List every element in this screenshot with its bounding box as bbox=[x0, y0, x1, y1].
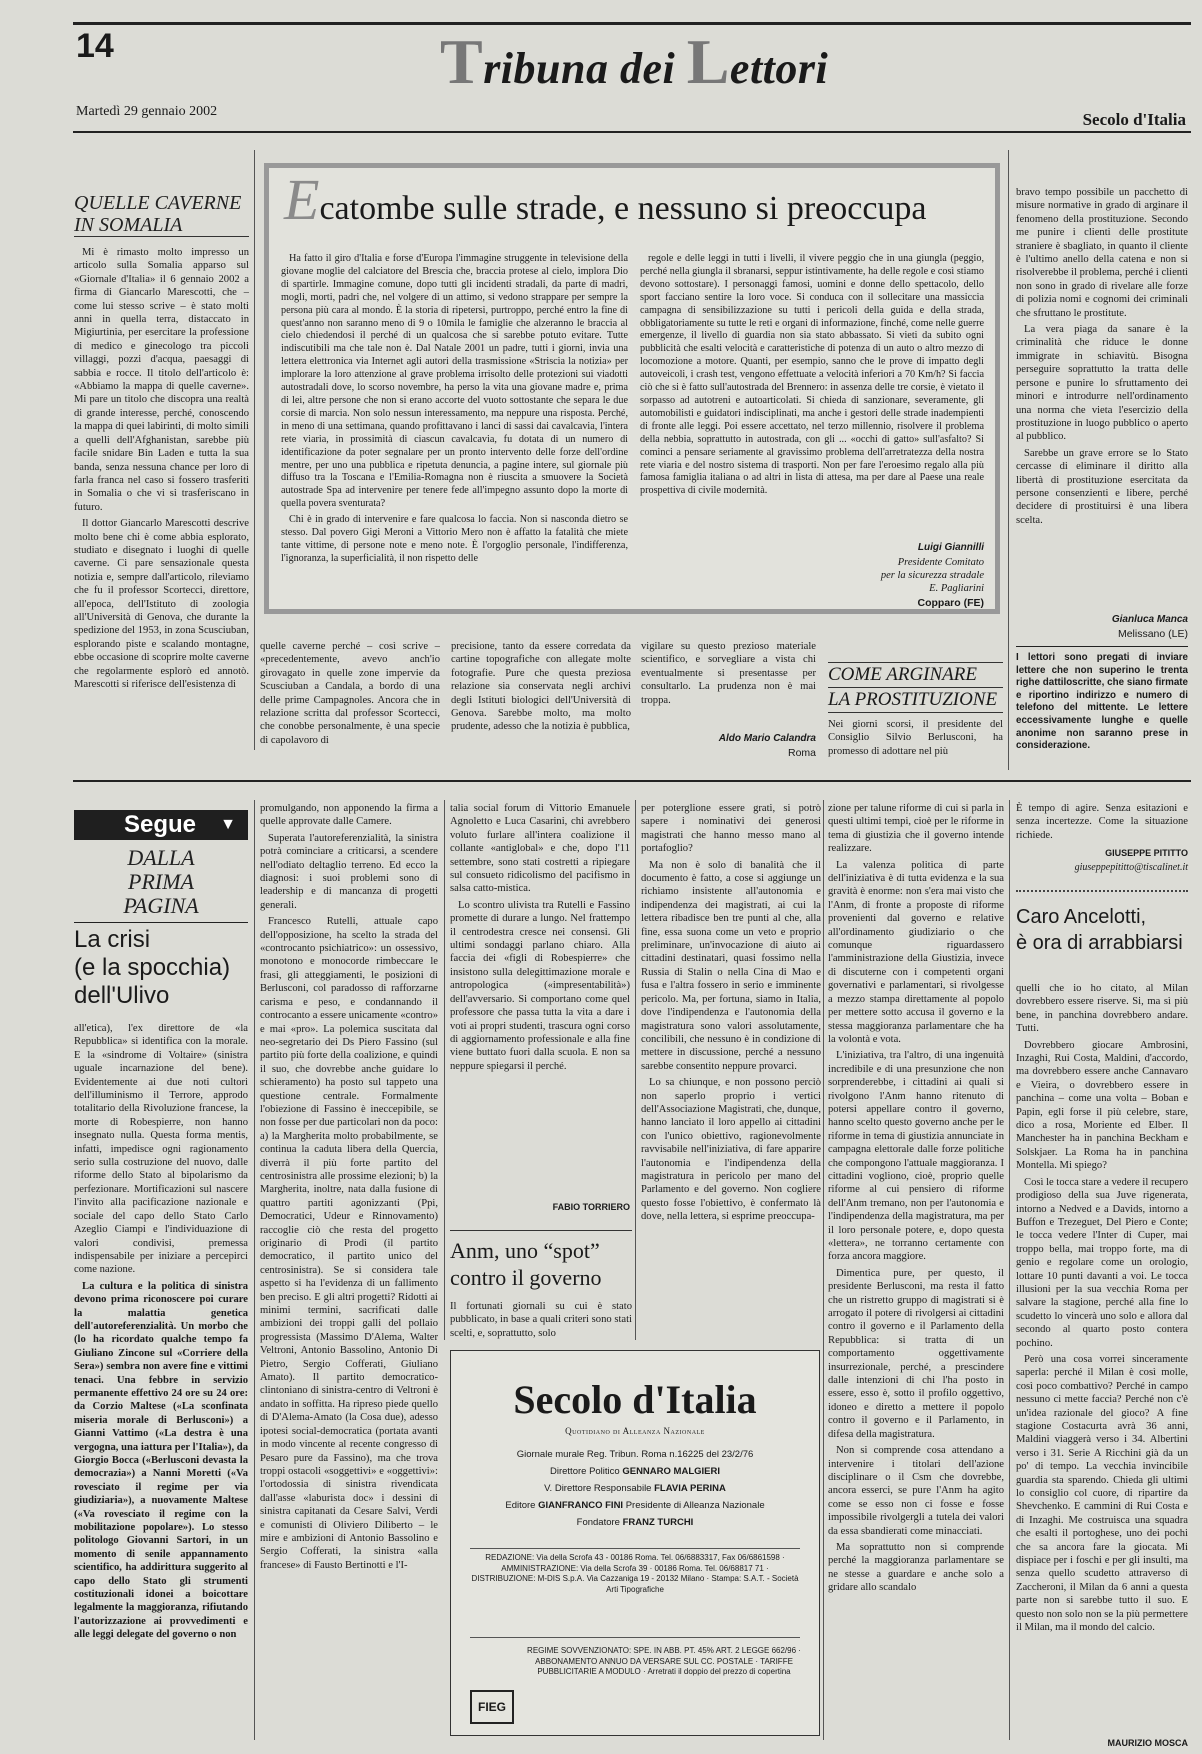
col-rule-3 bbox=[254, 800, 255, 1740]
segue-para-6: talia social forum di Vittorio Emanuele Agnoletto e Luca Casarini, chi avrebbero voluto furlare all'intera coalizione il collante «antiglobal» e che, dopo l'11 settembre, sono stati costretti a ripiegare sul consueto ridicolismo del pacifismo in salsa catto-mistica. bbox=[450, 803, 630, 895]
anm-col3 bbox=[828, 802, 1004, 1738]
masthead-subscription-text: REGIME SOVVENZIONATO: SPE. IN ABB. PT. 45% ART. 2 LEGGE 662/96 · ABBONAMENTO ANNUO DA VERSARE SUL CC. POSTALE · TARIFFE PUBBLICITARIE A MODULO · Arretrati il doppio del prezzo di copertina bbox=[527, 1646, 801, 1676]
segue-subtitle-line1: DALLA bbox=[127, 845, 195, 870]
tempo-body bbox=[1016, 802, 1188, 844]
segue-rule bbox=[74, 922, 248, 923]
somalia-title bbox=[74, 192, 249, 237]
anm-para-6: L'iniziativa, tra l'altro, di una ingenuità incredibile e di una presunzione che non sorprenderebbe, i cittadini ai quali si rivolgono l'Anm hanno ritenuto di potersi appellare contro il governo, hanno scelto questo governo anche per le riforme in tema di giustizia annunciate in campagna elettorale dalle forze politiche che compongono l'attuale maggioranza. I cittadini vogliono, cioè, proprio quelle riforme al cui pensiero di riforme dell'Anm tremano, non per l'autonomia e l'indipendenza della magistratura, ma per il loro personale potere, e, dopo questa «lettera», ne torranno certamente con forza ancora maggiore. bbox=[828, 1050, 1004, 1263]
somalia-cont-a bbox=[260, 640, 440, 750]
ecatombe-para-2: Chi è in grado di intervenire e fare qualcosa lo faccia. Non si nasconda dietro se stesso. Dal povero Gigi Meroni a Vittorio Mero non è affatto la fatalità che miete tante vittime, di persone note e meno note. È l'orgoglio personale, l'indifferenza, l'ignoranza, la superficialità, il non rispetto delle bbox=[281, 514, 628, 564]
anm-para-2: Ma non è solo di banalità che il documento è fatto, a cose si aggiunge un richiamo insistente all'autonomia e indipendenza dei magistrati, ai cui la lettera ribadisce ben tre punti al che, alla fine, essa suona come un veto e proprio preliminare, un'invocazione di aiuto ai cittadini destinatari, quasi fossimo nella Russia di Stalin o nella Cina di Mao e fusa e l'altra fossero in serio e imminente pericolo. Ma, per fortuna, siamo in Italia, dove l'indipendenza e l'autonomia della magistratura sono valori assolutamente, concilibili, che nessuno è in condizione di mettere in discussione, perché a nessuno sarebbe consentito neppure provarci. bbox=[641, 859, 821, 1072]
anm-para-1: per poterglione essere grati, si potrò sapere i nominativi dei generosi magistrati che hanno messo mano al portafoglio? bbox=[641, 803, 821, 855]
ancelotti-para-2: Dovrebbero giocare Ambrosini, Inzaghi, Rui Costa, Maldini, d'accordo, ma dovrebbero essere anche Cannavaro e Vieira, o dovrebbero essere in panchina – come una volta – Boban e Papin, egli forse il più celebre, stare, dico a rosa, Moriente ed Elber. Il Manchester ha in panchina Beckham e Solskjaer. La Roma ha in panchina Montella. Mi spiego? bbox=[1016, 1039, 1188, 1172]
somalia-para-2: Il dottor Giancarlo Marescotti descrive molto bene chi è come abbia esplorato, studiato e disegnato i luoghi di quelle caverne. Ci pare sensazionale questa notizia e, sempre dall'articolo, rileviamo che fu il professor Scortecci, direttore, all'epoca, dell'Istituto di zoologia all'Università di Genova, che durante la spedizione del 1953, in zona Scusciuban, esplorando piste e scalando montagne, ebbe occasione di scoprire molte caverne che regolarmente esplorò ed annotò. Marescotti si riferisce dell'esistenza di bbox=[74, 518, 249, 690]
segue-para-7: Lo scontro ulivista tra Rutelli e Fassino promette di durare a lungo. Nel frattempo il centrodestra cresce nei consensi. Gli ultimi sondaggi parlano chiaro. Alla faccia dei «figli di Robespierre» che insistono sulla delegittimazione morale e antropologica («impresentabilità») dell'avversario. Si comportano come quel professore che passa tutta la vita a dare i voti ai propri studenti, trascura ogni corso di aggiornamento professionale e alla fine viene buttato fuori dalla scuola. E non sa neppure spiegarsi il perché. bbox=[450, 899, 630, 1072]
segue-badge-text: Segue bbox=[124, 811, 197, 838]
section-title-part1: ribuna dei bbox=[483, 44, 687, 93]
col-rule-2 bbox=[1008, 150, 1009, 770]
masthead-director: GENNARO MALGIERI bbox=[622, 1466, 720, 1477]
ancelotti-body bbox=[1016, 982, 1188, 1736]
anm-para-3: Lo sa chiunque, e non possono perciò non saperlo proprio i vertici dell'Associazione Magistrati, che, dunque, hanno lanciato il loro appello ai cittadini con l'unico obiettivo, ragionevolmente ravvisabile nell'iniziativa, di fare apparire l'autonomia e l'indipendenza della magistratura in pericolo per mano del Parlamento e del governo. Non cogliere questo fosse l'obiettivo, è confermato là dove, nella lettera, si esprime preoccupa- bbox=[641, 1077, 821, 1223]
ecatombe-para-3: regole e delle leggi in tutti i livelli, il vivere peggio che in una giungla (peggio, perché nella giungla il sbranarsi, seppur istintivamente, ha delle regole e così stiamo devono sottostare). I personaggi famosi, uomini e donne dello spettacolo, dello sport facciano sentire la loro voce. Si conduca con il sollecitare una massiccia campagna di sensibilizzazione su tutti i pericoli della guida e della strada, obbligatoriamente su tutte le reti e organi di informazione, finché, come nelle guerre emergenze, il livello di guardia non sia stato abbassato. Si vieti da subito ogni pubblicità che esalti velocità e caratteristiche di potenza di un auto o altro mezzo di locomozione a motore. Quanti, per esempio, sanno che le prove di impatto degli autoveicoli, i crash test, vengono effettuate a velocità inferiori a 70 Km/h? Si faccia ciò che si è fatto sull'autostrada del Brennero: in assenza delle tre corsie, è vietato il sorpasso ad autotreni e autoarticolati. Si chieda di sanzionare, severamente, gli automobilisti e guidatori indisciplinati, ma anche i gestori delle strade inadempienti di fronte alle leggi. Poi essere accettato, nel terzo millennio, risolvere il problema della nebbia, soprattutto in autostrada, con gli ... «occhi di gatto» sull'asfalto? Si cominci a pensare seriamente al gravissimo problema dell'arretratezza della nostra rete viaria e del nostro sistema di trasporti. Non per fare l'eroesimo regalo alla più famosa famiglia italiana o ad altri in lista di attesa, ma per dare al Paese una reale prospettiva di civile modernità. bbox=[640, 253, 984, 497]
section-title bbox=[440, 26, 829, 97]
segue-signature: FABIO TORRIERO bbox=[552, 1202, 630, 1212]
segue-para-2: La cultura e la politica di sinistra devono prima riconoscere poi curare la malattia genetica dell'autoreferenzialità. Un morbo che (lo ha ricordato qualche tempo fa Giuliano Zincone sul «Corriere della Sera») sembra non avere fine e vittimi tenaci. Una febbre in servizio permanente effettivo 24 ore su 24 ore: da Corzio Maltese («La sconfinata miseria morale di Berlusconi») a Gianni Vattimo («La destra è una vergogna, una iattura per l'Italia»), da Giorgio Bocca («Berlusconi devasta la democrazia») a Nanni Moretti («Va rovesciato il regime per via giudiziaria»), a nuovamente Maltese («Va rovesciato il regime con la mobilitazione popolare»). Lo stesso politologo Giovanni Sartori, in un momento di senile appannamento scientifico, ha addirittura suggerito al capo dello Stato gli strumenti costituzionali idonei a boicottare legalmente la maggioranza, rifiutando l'autorizzazione ai provvedimenti e alle leggi delegate del governo o non bbox=[74, 1280, 248, 1641]
somalia-signature: Aldo Mario Calandra bbox=[718, 733, 816, 744]
ecatombe-col1 bbox=[281, 253, 628, 601]
segue-badge bbox=[74, 810, 248, 840]
ecatombe-role-line3: E. Pagliarini bbox=[929, 583, 984, 594]
issue-date: Martedì 29 gennaio 2002 bbox=[76, 104, 218, 119]
anm-para-4: zione per talune riforme di cui si parla in questi ultimi tempi, cioè per le riforme in tema di giustizia che il governo intende realizzare. bbox=[828, 803, 1004, 855]
segue-subtitle-line2: PRIMA bbox=[128, 869, 194, 894]
ecatombe-title-cap: E bbox=[284, 167, 320, 232]
tempo-rule bbox=[1016, 890, 1188, 893]
masthead-editor-role: Presidente di Alleanza Nazionale bbox=[625, 1500, 765, 1511]
col-rule-1 bbox=[254, 150, 255, 750]
anm-para-7: Dimentica pure, per questo, il presidente Berlusconi, ma resta il fatto che un ristretto gruppo di magistrati si è arrogato il potere di rivolgersi ai cittadini contro il governo e il Parlamento della Repubblica: si tratta di un comportamento oggettivamente insurrezionale, perché, a prescindere dalle intenzioni di chi l'ha posto in essere, esso è, sotto il profilo oggettivo, idoneo e diretto a mettere il popolo contro il governo e il Parlamento, in difesa della magistratura. bbox=[828, 1267, 1004, 1440]
somalia-title-line1: QUELLE CAVERNE bbox=[74, 192, 242, 214]
notice-rule bbox=[1016, 646, 1188, 647]
somalia-title-line2: IN SOMALIA bbox=[74, 214, 183, 236]
segue-col2 bbox=[260, 802, 438, 1738]
masthead-subscription bbox=[518, 1646, 810, 1730]
anm-col1-text: Il fortunati giornali su cui è stato pubblicato, in base a quali criteri sono stati scelti, e, soprattutto, solo bbox=[450, 1301, 632, 1339]
segue-para-4: Superata l'autoreferenzialità, la sinistra potrà cominciare a criticarsi, a scendere nell'odiato deltaglio terreno. Ed ecco la diagnosi: i suoi problemi sono di leadership e di mancanza di progetti generali. bbox=[260, 832, 438, 911]
section-title-part2: ettori bbox=[729, 44, 829, 93]
ecatombe-title-text: catombe sulle strade, e nessuno si preoccupa bbox=[319, 190, 927, 227]
anm-para-5: La valenza politica di parte dell'iniziativa è di tutta evidenza e la sua gravità è enorme: non s'era mai visto che l'Anm, di fronte a proposte di riforme provenienti dal governo e relative all'ordinamento giudiziario o che comunque riguardassero l'amministrazione della Giustizia, invece di discuterne con i competenti organi governativi e parlamentari, si rivolgesse a mezzo stampa direttamente al popolo per mettere sotto accusa il governo e la stessa maggioranza parlamentare che ha la volontà e vota. bbox=[828, 859, 1004, 1045]
ancelotti-para-3: Così le tocca stare a vedere il recupero prodigioso della sua Juve rigenerata, intorno a Nedved e a Davids, intorno a Buffon e Trezeguet, Del Piero e Conte; le tocca vedere l'Inter di Cuper, mai troppo bella, mai troppo forte, ma di genio e regolare come un orologio, lottare 10 punti davanti a voi. Le tocca illusioni per la sua vecchia Roma per salvare la stagione, perché alla fine lo scudetto lo vincerà uno solo e allora dal secondo al quarto posto contera pochino. bbox=[1016, 1176, 1188, 1349]
prostituzione-para-1: bravo tempo possibile un pacchetto di misure normative in grado di arginare il fenomeno della prostituzione. Secondo me punire i clienti delle prostitute straniere è sbagliato, in quanto il cliente è l'ultimo anello della catena e non si risolverebbe il problema, perché i clienti non sono in grado di rivelare alle forze di polizia nomi e cognomi dei criminali che sfruttano le prostitute. bbox=[1016, 187, 1188, 319]
ecatombe-para-1: Ha fatto il giro d'Italia e forse d'Europa l'immagine struggente in televisione della giovane moglie del calciatore del Brescia che, braccia protese al cielo, implora Dio di spartirle. Immagine comune, dopo tutti gli incidenti stradali, da parte di madri, mogli, morti, padri che, nel volgere di un attimo, si vedono strappare per sempre la persona più cara al mondo. È la storia di ripetersi, purtroppo, perché entro la fine di quest'anno non saranno meno di 9 o 10mila le famiglie che alzeranno le braccia al cielo chiedendosi il perché di un qualcosa che si sarebbe potuto evitare. Tutte indiscutibili ma che tale non è. Dal Natale 2001 un padre, tutti i giorni, invia una lettera elettronica via Internet agli autori della trasmissione «Striscia la notizia» per implorare la loro attenzione al grave problema irrisolto delle protezioni sui viadotti autostradali dove, lo scorso novembre, ha perso la vita una giovane madre e, prima di lei, altre persone che non si erano accorte del vuoto sottostante che separa le due corsie di marcia. Non solo nessun interessamento, ma neppure una risposta. Perché, in meno di una settimana, quando profittavano i lanci di sassi dai cavalcavia, l'intera rete viaria, in prossimità di ciascun cavalcavia, fu dotata di un numero di identificazione da poter segnalare per un pronto intervento delle forze dell'ordine mentre, per uno una pubblica e ripetuta denuncia, a pagine intere, sul giornale più diffuso tra la Toscana e l'Emilia-Romagna non è riuscita a smuovere la Società autostrade Spa ad intervenire per tenere fede all'impegno assunto dopo la morte di quella povera sventurata? bbox=[281, 253, 628, 510]
masthead-name: Secolo d'Italia bbox=[513, 1377, 757, 1422]
col-rule-7 bbox=[1009, 800, 1010, 1740]
segue-para-5: Francesco Rutelli, attuale capo dell'opposizione, ha scelto la strada del «controcanto psichiatrico»: un ossessivo, monotono e monocorde rimbeccare le frasi, gli atteggiamenti, le posizioni di Berlusconi, col paradosso di rafforzarne carisma e peso, e condannando il controcanto a essere unicamente «contro» e mai «pro». La polemica suscitata dal neo-segretario dei Ds Piero Fassino (sul partito più forte della coalizione, e quindi il suo, che dovrebbe anche guidare lo schieramento) ha posto sul tappeto una questione centrale. Formalmente l'obiezione di Fassino è ineccepibile, se non fosse per due particolari non da poco: a) la Margherita molto probabilmente, se continua la caduta libera della Quercia, diverrà il più forte partito del centrosinistra alle prossime elezioni; b) la Margherita, inoltre, nata dalla fusione di quattro partiti agonizzanti (Ppi, Democratici, Udeur e Rinnovamento) raccoglie ciò che resta del progetto originario di Prodi (il partito democratico, il partito unico del centrosinistra). Se si considera tale aspetto si ha l'evidenza di un fallimento ben preciso. E gli altri progetti? Ridotti ai minimi termini, sacrificati dalle ambizioni dei troppi galli del pollaio progressista (Massimo D'Alema, Walter Veltroni, Antonio Bassolino, Antonio Di Pietro, Sergio Cofferati, Giuliano Amato). Il partito democratico-clintoniano di sinistra-centro di Veltroni è andato in soffitta. Ha ripreso piede quello di D'Alema-Amato (la Cosa due), adesso ipotesi social-democratica (portata avanti in modo vincente al recente congresso di Pesaro pure da Fassino), ma che trova troppi ostacoli «soggettivi» e «oggettivi»: l'ortodossia di sinistra rivendicata dall'asse «laburista doc» i dessini di sinistra capitanati da Cesare Salvi, Verdi e comunisti di Oliviero Diliberto – le mire e ambizioni di Antonio Bassolino e Sergio Cofferati, la sinistra «alla francese» di Fausto Bertinotti e l'I- bbox=[260, 916, 438, 1571]
masthead-founder-label: Fondatore bbox=[576, 1517, 620, 1528]
masthead-credits bbox=[462, 1446, 808, 1531]
segue-title-line1: La crisi bbox=[74, 926, 151, 953]
segue-title-line3: dell'Ulivo bbox=[74, 982, 170, 1009]
section-title-cap2: L bbox=[686, 26, 730, 97]
ecatombe-signature-city: Copparo (FE) bbox=[917, 597, 984, 609]
reader-notice bbox=[1016, 652, 1188, 766]
masthead-editor-label: Editore bbox=[505, 1500, 536, 1511]
somalia-signature-city: Roma bbox=[787, 747, 816, 759]
masthead-address bbox=[470, 1548, 800, 1638]
ecatombe-col2 bbox=[640, 253, 984, 541]
somalia-body bbox=[74, 246, 249, 740]
ecatombe-title bbox=[284, 167, 984, 232]
segue-col3 bbox=[450, 802, 630, 1194]
masthead-vice-label: V. Direttore Responsabile bbox=[544, 1483, 652, 1494]
col-rule-6 bbox=[823, 800, 824, 1740]
anm-col2 bbox=[641, 802, 821, 1286]
arginare-title-line1: COME ARGINARE bbox=[828, 662, 1003, 688]
fieg-logo: FIEG bbox=[470, 1690, 514, 1724]
segue-subtitle-line3: PAGINA bbox=[123, 893, 199, 918]
ancelotti-title bbox=[1016, 904, 1192, 956]
prostituzione-signature: Gianluca Manca bbox=[1111, 614, 1188, 625]
ancelotti-title-line1: Caro Ancelotti, bbox=[1016, 906, 1147, 928]
ancelotti-signature: MAURIZIO MOSCA bbox=[1107, 1738, 1188, 1748]
anm-title-line1: Anm, uno “spot” bbox=[450, 1238, 600, 1263]
somalia-cont-c bbox=[641, 640, 816, 720]
segue-subtitle bbox=[74, 846, 248, 918]
section-title-cap1: T bbox=[440, 26, 484, 97]
segue-title bbox=[74, 926, 248, 1010]
middle-rule bbox=[73, 780, 1191, 782]
ancelotti-title-line2: è ora di arrabbiarsi bbox=[1016, 932, 1183, 954]
somalia-cont-b bbox=[451, 640, 631, 750]
anm-col1-tail bbox=[450, 1300, 632, 1344]
anm-para-9: Ma soprattutto non si comprende perché la maggioranza parlamentare se ne stesse a guardare e anche solo a gridare allo scandalo bbox=[828, 1541, 1004, 1594]
masthead-reg: Giornale murale Reg. Tribun. Roma n.16225 del 23/2/76 bbox=[516, 1449, 754, 1460]
somalia-para-1: Mi è rimasto molto impresso un articolo sulla Somalia apparso sul «Giornale d'Italia» il 6 gennaio 2002 a firma di Giancarlo Marescotti, che – come lui stesso scrive – è stato molti anni in quella terra, distaccato in Migiurtinia, per esercitare la professione di medico e ginecologo tra piccoli villaggi, pozzi d'acqua, paesaggi di sabbia e rocce. Il titolo dell'articolo è: «Abbiamo la mappa di quelle caverne». Mi pare un titolo che discopra una realtà di grande interesse, perché, conoscendo la mappa di quei labirinti, di molto simili a quelli dell'Afghanistan, sarebbe più facile snidare Bin Laden e tutta la sua banda, senza nessuna chance per loro di farla franca nel caso si fossero trasferiti in Somalia o che vi si trasferiscano in futuro. bbox=[74, 247, 249, 513]
ancelotti-para-1: quelli che io ho citato, al Milan dovrebbero essere riserve. Si, ma sì più bene, in panchina dovrebbero andare. Tutti. bbox=[1016, 983, 1188, 1035]
prostituzione-para-2: La vera piaga da sanare è la criminalità che riduce le donne immigrate in schiavitù. Bisogna perseguire soprattutto la tratta delle persone e punire lo sfruttamento dei minori e introdurre nell'ordinamento una norma che vieta l'esercizio della prostituzione in luogo pubblico o aperto al pubblico. bbox=[1016, 324, 1188, 443]
segue-para-3: promulgando, non apponendo la firma a quelle approvate dalle Camere. bbox=[260, 803, 438, 828]
somalia-cont-a-text: quelle caverne perché – così scrive – «precedentemente, avevo anch'io girovagato in quelle zone impervie da Scusciuban a Candala, a bordo di una delle prime Campagnoles. Ancora che in relazione scritta dal professor Scortecci, che conobbe personalmente, è una specie di capolavoro di bbox=[260, 641, 440, 746]
masthead-address-text: REDAZIONE: Via della Scrofa 43 - 00186 Roma. Tel. 06/6883317, Fax 06/6861598 · AMMINISTRAZIONE: Via della Scrofa 39 · 00186 Roma. Tel. 06/68817 71 · DISTRIBUZIONE: M-DIS S.p.A. Via Cazzaniga 19 - 20132 Milano · Stampa: S.A.T. - Società Arti Tipografiche bbox=[471, 1553, 799, 1594]
segue-para-1: all'etica), l'ex direttore de «la Repubblica» si identifica con la morale. E la «sindrome di Voltaire» (sinistra uguale incarnazione del bene). Evidentemente ai due noti cultori dell'illuminismo il Terrore, approdo totalitario della Rivoluzione francese, la morte di Robespierre, non hanno insegnato nulla. Questa forma mentis, infatti, impedisce ogni ragionamento serio sulla costruzione del nuovo, dalle riforme dello Stato al bipolarismo da perfezionare. Mortificazioni sul nascere l'invito alla pacificazione nazionale e sociale del capo dello Stato Carlo Azeglio Ciampi e l'individuazione di valori condivisi, premessa indispensabile per iniziare a percepirci come nazione. bbox=[74, 1023, 248, 1276]
prostituzione-signature-city: Melissano (LE) bbox=[1117, 628, 1188, 640]
masthead-vice: FLAVIA PERINA bbox=[654, 1483, 726, 1494]
top-rule bbox=[73, 22, 1191, 25]
col-rule-4 bbox=[444, 800, 445, 1340]
anm-title bbox=[450, 1230, 632, 1291]
somalia-cont-c-text: vigilare su questo prezioso materiale scientifico, e sorvegliare a vista chi eventualmente si presentasse per consultarlo. La prudenza non è mai troppa. bbox=[641, 641, 816, 706]
prostituzione-para-3: Sarebbe un grave errore se lo Stato cercasse di eliminare il diritto alla libertà di prostituzione esercitata da persone consenzienti e libere, perché decidere di prostituirsi è una libera scelta. bbox=[1016, 447, 1188, 526]
tempo-signature: GIUSEPPE PITITTO bbox=[1105, 848, 1188, 858]
arginare-body bbox=[828, 718, 1003, 770]
tempo-email: giuseppepititto@tiscalinet.it bbox=[1074, 862, 1188, 873]
col-rule-5 bbox=[635, 800, 636, 1340]
masthead-founder: FRANZ TURCHI bbox=[622, 1517, 694, 1528]
header-rule bbox=[73, 131, 1191, 133]
tempo-text: È tempo di agire. Senza esitazioni e senza incertezze. Come la situazione richiede. bbox=[1016, 803, 1188, 841]
masthead-editor: GIANFRANCO FINI bbox=[538, 1500, 624, 1511]
ecatombe-role-line2: per la sicurezza stradale bbox=[880, 570, 984, 581]
arginare-title-line2: LA PROSTITUZIONE bbox=[828, 688, 1003, 713]
segue-col1 bbox=[74, 1022, 248, 1738]
prostituzione-body bbox=[1016, 186, 1188, 600]
masthead-director-label: Direttore Politico bbox=[550, 1466, 620, 1477]
somalia-cont-b-text: precisione, tanto da essere corredata da cartine topografiche con allegate molte fotografie. Pure che questa preziosa relazione sia conservata negli archivi degli Istituti biologici dell'Università di Genova. Sarebbe molto, ma molto prudente, adesso che la notizia è pubblica, bbox=[451, 641, 631, 733]
reader-notice-text: I lettori sono pregati di inviare lettere che non superino le trenta righe dattiloscritte, che siano firmate e riportino indirizzo e numero di telefono del mittente. Le lettere eccessivamente lunghe e quelle anonime non saranno prese in considerazione. bbox=[1016, 652, 1188, 752]
segue-title-line2: (e la spocchia) bbox=[74, 954, 231, 981]
anm-title-line2: contro il governo bbox=[450, 1265, 602, 1290]
header-paper-name: Secolo d'Italia bbox=[1082, 110, 1186, 129]
masthead-subtitle: Quotidiano di Alleanza Nazionale bbox=[565, 1426, 705, 1436]
ancelotti-para-4: Però una cosa vorrei sinceramente saperla: perché il Milan è così molle, così poco combattivo? Perché in campo nessuno ci mette faccia? Perché non c'è un'idea razionale del gioco? A fine stagione Costacurta avrà 36 anni, Maldini viaggerà verso i 34. Albertini verso i 31. Serie A Ricchini già da un po' di tempo. La vecchia invincibile guardia sta sparendo. Chieda gli ultimi lo consiglio col cuore, di ripartire da Shevchenko. E cammini di Rui Costa e di Inzaghi. Me costruisca una squadra che esalti il portoghese, uno dei pochi che sa ancora fare la giocata. Mi dispiace per i foschi e per gli insulti, ma senza quello scudetto attraverso di Zaccheroni, il Milan da 6 anni a questa parte non si sarebbe tutto il suo. E questo non solo non se la più permettere il Milan, ma il mondo del calcio. bbox=[1016, 1353, 1188, 1634]
ecatombe-role-line1: Presidente Comitato bbox=[897, 557, 984, 568]
anm-para-8: Non si comprende cosa attendano a intervenire i titolari dell'azione disciplinare o il Csm che dovrebbe, ancora esserci, se pure l'Anm ha agito come se esso non ci fosse e fosse impossibile rivolgergli a tutela dei valori da essa sbandierati come minacciati. bbox=[828, 1445, 1004, 1537]
ecatombe-signature-role bbox=[800, 556, 984, 595]
arrow-down-icon: ▼ bbox=[220, 816, 236, 833]
page-number: 14 bbox=[76, 27, 114, 65]
arginare-title bbox=[828, 662, 1003, 713]
ecatombe-signature: Luigi Giannilli bbox=[917, 542, 984, 553]
arginare-text: Nei giorni scorsi, il presidente del Consiglio Silvio Berlusconi, ha promesso di adottare nel più bbox=[828, 719, 1003, 757]
